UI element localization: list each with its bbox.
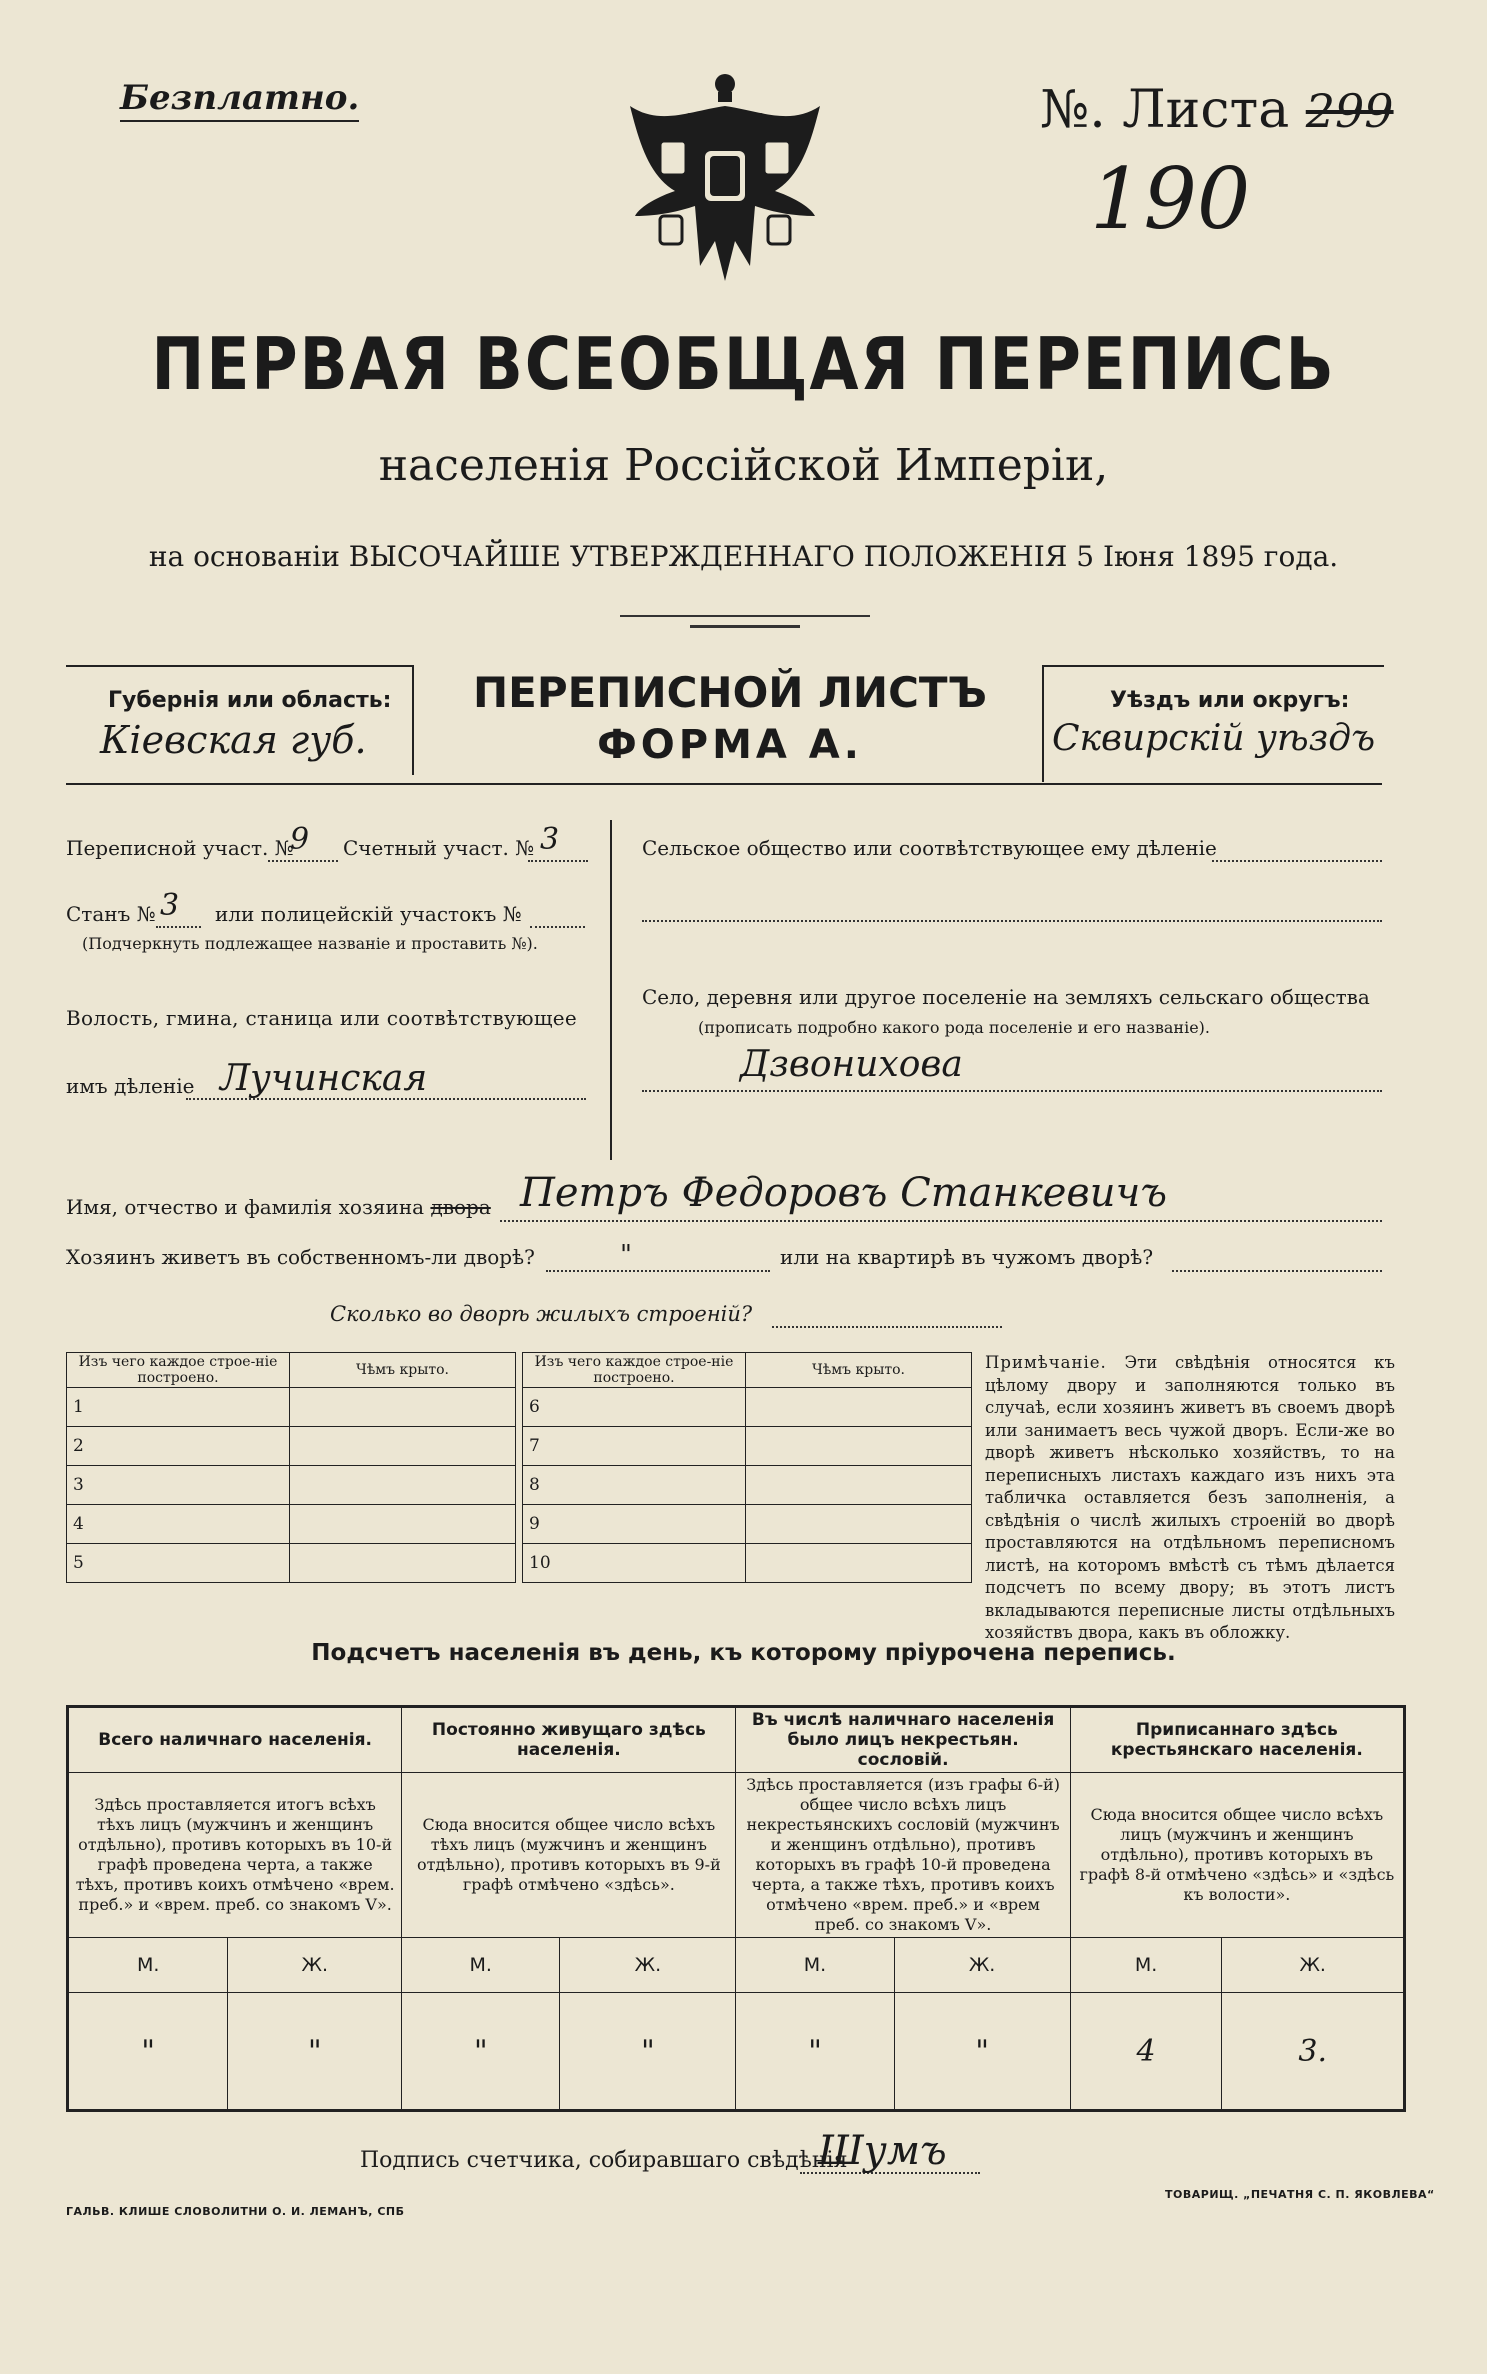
- rent-line: [1172, 1270, 1382, 1272]
- buildings-table-left: [66, 1352, 516, 1583]
- society-line-2: [642, 920, 1382, 922]
- volost-label-2: имъ дѣленіе: [66, 1074, 195, 1098]
- buildings-note: [985, 1352, 1395, 1645]
- census-district-line: [268, 860, 338, 862]
- sheet-number-handwritten: 190: [1090, 150, 1251, 248]
- population-title: Подсчетъ населенія въ день, къ которому пріурочена перепись.: [311, 1640, 1176, 1666]
- footer-right: ТОВАРИЩ. „ПЕЧАТНЯ С. П. ЯКОВЛЕВА“: [1165, 2188, 1435, 2201]
- owner-name-label-text: Имя, отчество и фамилія хозяина: [66, 1195, 425, 1219]
- rent-label: или на квартирѣ въ чужомъ дворѣ?: [780, 1245, 1154, 1269]
- value-female: ": [228, 1993, 402, 2111]
- group-head-permanent: Постоянно живущаго здѣсь населенія.: [402, 1707, 736, 1773]
- society-label: Сельское общество или соотвѣтствующее ему дѣленіе: [642, 836, 1217, 860]
- document-basis: на основаніи ВЫСОЧАЙШЕ УТВЕРЖДЕННАГО ПОЛОЖЕНІЯ 5 Іюня 1895 года.: [148, 540, 1339, 573]
- value-female: 3.: [1222, 1993, 1405, 2111]
- document-title: ПЕРВАЯ ВСЕОБЩАЯ ПЕРЕПИСЬ: [151, 322, 1336, 406]
- signature-label: Подпись счетчика, собиравшаго свѣдѣнія: [360, 2148, 848, 2173]
- group-head-registered: Приписаннаго здѣсь крестьянскаго населенія.: [1070, 1707, 1404, 1773]
- row-number: 3: [67, 1466, 290, 1505]
- owner-name-struck: двора: [430, 1195, 491, 1219]
- ornament-divider-bold: [690, 625, 800, 628]
- buildings-table-right: [522, 1352, 972, 1583]
- footer-left: ГАЛЬВ. КЛИШЕ СЛОВОЛИТНИ О. И. ЛЕМАНЪ, СПБ: [66, 2205, 405, 2218]
- imperial-eagle-emblem: [620, 66, 830, 296]
- sheet-number-label: №. Листа: [1040, 80, 1290, 140]
- uezd-value: Сквирскій уѣздъ: [1052, 718, 1376, 759]
- row-number: 6: [523, 1388, 746, 1427]
- group-desc-non-peasant: Здѣсь проставляется (изъ графы 6-й) общее число всѣхъ лицъ некрестьянскихъ сословій (мужчинъ и женщинъ отдѣльно), противъ которыхъ въ графѣ 10-й проведена черта, а также тѣхъ, противъ коихъ отмѣчено «врем. преб.» и «врем преб. со знакомъ V».: [736, 1773, 1070, 1938]
- count-district-value: 3: [540, 822, 560, 857]
- row-number: 10: [523, 1544, 746, 1583]
- table-row: [67, 1505, 516, 1544]
- table-row: [523, 1505, 972, 1544]
- table-row: [67, 1427, 516, 1466]
- population-table: [66, 1705, 1406, 2112]
- form-title: ПЕРЕПИСНОЙ ЛИСТЪ: [472, 668, 988, 717]
- uezd-label: Уѣздъ или округъ:: [1110, 688, 1350, 713]
- note-text: Эти свѣдѣнія относятся къ цѣлому двору и заполняются только въ случаѣ, если хозяинъ живетъ въ своемъ дворѣ или занимаетъ весь чужой дворъ. Если-же во дворѣ живетъ нѣсколько хозяйствъ, то на переписныхъ листахъ каждаго изъ нихъ эта табличка оставляется безъ заполненія, а свѣдѣнія о числѣ жилыхъ строеній во дворѣ проставляются на отдѣльномъ переписномъ листѣ, на которомъ вмѣстѣ съ тѣмъ дѣлается подсчетъ по всему двору; въ этотъ листъ вкладываются переписные листы отдѣльныхъ хозяйствъ двора, какъ въ обложку.: [985, 1353, 1395, 1642]
- free-of-charge-label: Безплатно.: [120, 78, 360, 118]
- table-row: [67, 1544, 516, 1583]
- group-desc-permanent: Сюда вносится общее число всѣхъ тѣхъ лицъ (мужчинъ и женщинъ отдѣльно), противъ которыхъ въ 9-й графѣ отмѣчено «здѣсь».: [402, 1773, 736, 1938]
- society-line-1: [1212, 860, 1382, 862]
- own-yard-value: ": [620, 1240, 632, 1270]
- header-bottom-rule: [66, 783, 1382, 785]
- sheet-number-old: 299: [1305, 84, 1394, 138]
- value-male: 4: [1070, 1993, 1222, 2111]
- group-head-non-peasant: Въ числѣ наличнаго населенія было лицъ некрестьян. сословій.: [736, 1707, 1070, 1773]
- census-district-label: Переписной участ. №: [66, 836, 294, 860]
- buildings-col-roof: Чѣмъ крыто.: [290, 1353, 516, 1388]
- village-value: Дзвонихова: [740, 1044, 963, 1085]
- col-female: Ж.: [228, 1938, 402, 1993]
- column-divider: [610, 820, 612, 1160]
- volost-value: Лучинская: [220, 1058, 428, 1099]
- police-district-line: [530, 926, 585, 928]
- value-female: ": [560, 1993, 736, 2111]
- group-head-total: Всего наличнаго населенія.: [68, 1707, 402, 1773]
- row-number: 1: [67, 1388, 290, 1427]
- value-male: ": [736, 1993, 894, 2111]
- col-male: М.: [68, 1938, 228, 1993]
- village-line: [642, 1090, 1382, 1092]
- row-number: 2: [67, 1427, 290, 1466]
- buildings-col-material: Изъ чего каждое строе-ніе построено.: [67, 1353, 290, 1388]
- count-district-label: Счетный участ. №: [343, 836, 535, 860]
- count-district-line: [528, 860, 588, 862]
- buildings-label: Сколько во дворѣ жилыхъ строеній?: [330, 1302, 753, 1326]
- row-number: 7: [523, 1427, 746, 1466]
- guberniya-value: Кіевская губ.: [100, 718, 367, 762]
- table-row: [67, 1466, 516, 1505]
- table-row: [523, 1427, 972, 1466]
- value-female: ": [894, 1993, 1070, 2111]
- buildings-col-material: Изъ чего каждое строе-ніе построено.: [523, 1353, 746, 1388]
- row-number: 4: [67, 1505, 290, 1544]
- col-female: Ж.: [894, 1938, 1070, 1993]
- census-district-value: 9: [290, 822, 310, 857]
- buildings-col-roof: Чѣмъ крыто.: [746, 1353, 972, 1388]
- table-row: [523, 1466, 972, 1505]
- stan-label: Станъ №: [66, 902, 156, 926]
- value-male: ": [402, 1993, 560, 2111]
- col-male: М.: [1070, 1938, 1222, 1993]
- table-row: [67, 1388, 516, 1427]
- form-subtitle: ФОРМА А.: [597, 722, 863, 768]
- col-female: Ж.: [560, 1938, 736, 1993]
- table-row: [523, 1388, 972, 1427]
- owner-name-value: Петръ Федоровъ Станкевичъ: [520, 1170, 1167, 1216]
- own-yard-line: [546, 1270, 770, 1272]
- police-district-label: или полицейскій участокъ №: [215, 902, 522, 926]
- ornament-divider: [620, 615, 870, 617]
- village-label: Село, деревня или другое поселеніе на земляхъ сельскаго общества: [642, 985, 1370, 1009]
- document-subtitle: населенія Россійской Имперіи,: [378, 440, 1109, 491]
- stan-value: 3: [160, 888, 180, 923]
- value-male: ": [68, 1993, 228, 2111]
- sheet-number: [1040, 80, 1394, 140]
- guberniya-label: Губернія или область:: [108, 688, 392, 713]
- group-desc-registered: Сюда вносится общее число всѣхъ лицъ (мужчинъ и женщинъ отдѣльно), противъ которыхъ въ графѣ 8-й отмѣчено «здѣсь» и «здѣсь къ волости».: [1070, 1773, 1404, 1938]
- row-number: 9: [523, 1505, 746, 1544]
- col-male: М.: [736, 1938, 894, 1993]
- table-row: [523, 1544, 972, 1583]
- village-note: (прописать подробно какого рода поселеніе и его названіе).: [698, 1018, 1210, 1037]
- note-head: Примѣчаніе.: [985, 1353, 1107, 1372]
- owner-name-label: [66, 1195, 491, 1219]
- group-desc-total: Здѣсь проставляется итогъ всѣхъ тѣхъ лицъ (мужчинъ и женщинъ отдѣльно), противъ которыхъ въ 10-й графѣ проведена черта, а также тѣхъ, противъ коихъ отмѣчено «врем. преб.» и «врем. преб. со знакомъ V».: [68, 1773, 402, 1938]
- volost-label: Волость, гмина, станица или соотвѣтствующее: [66, 1006, 578, 1030]
- buildings-line: [772, 1326, 1002, 1328]
- own-yard-label: Хозяинъ живетъ въ собственномъ-ли дворѣ?: [66, 1245, 535, 1269]
- col-female: Ж.: [1222, 1938, 1405, 1993]
- row-number: 8: [523, 1466, 746, 1505]
- police-district-note: (Подчеркнуть подлежащее названіе и проставить №).: [82, 934, 538, 953]
- stan-line: [156, 926, 201, 928]
- guberniya-top-rule: [66, 665, 412, 667]
- signature-value: Шумъ: [818, 2128, 947, 2174]
- owner-name-line: [500, 1220, 1382, 1222]
- col-male: М.: [402, 1938, 560, 1993]
- row-number: 5: [67, 1544, 290, 1583]
